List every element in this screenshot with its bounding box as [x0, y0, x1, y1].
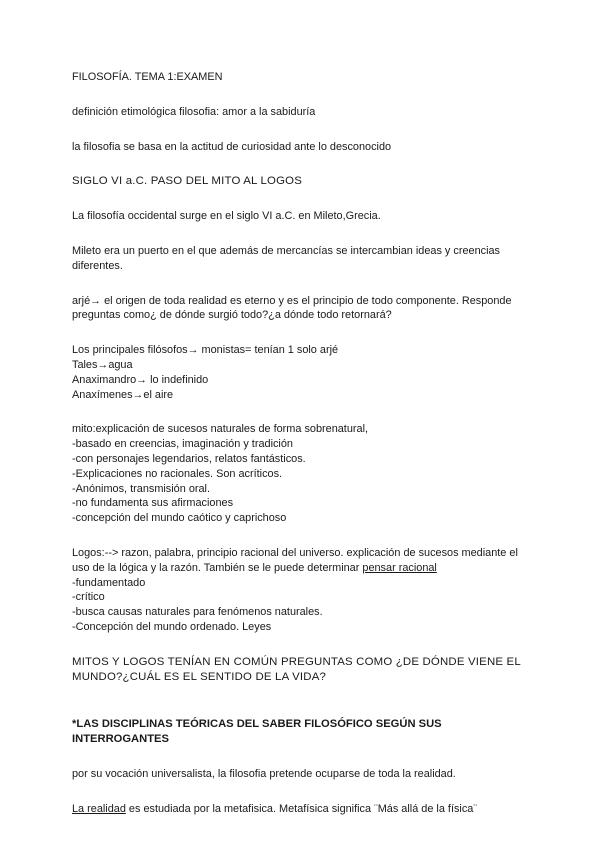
text-line: INTERROGANTES	[72, 733, 169, 746]
logos-list	[72, 546, 542, 635]
list-item: -con personajes legendarios, relatos fantásticos.	[72, 452, 306, 465]
text-line: Mileto era un puerto en el que además de mercancías se intercambian ideas y creencias	[72, 244, 500, 257]
philosophers-list	[72, 343, 542, 402]
text-span: uso de la lógica y la razón. También se le puede determinar	[72, 561, 363, 574]
disciplinas-heading	[72, 717, 542, 747]
list-item: -fundamentado	[72, 576, 146, 589]
text-line: *LAS DISCIPLINAS TEÓRICAS DEL SABER FILOSÓFICO SEGÚN SUS	[72, 718, 442, 731]
section-heading-siglo: SIGLO VI a.C. PASO DEL MITO AL LOGOS	[72, 175, 303, 188]
mito-list	[72, 422, 542, 526]
list-item: -Explicaciones no racionales. Son acríticos.	[72, 467, 283, 480]
list-item: Anaxímenes→el aire	[72, 388, 174, 401]
text-line: preguntas como¿ de dónde surgió todo?¿a dónde todo retornará?	[72, 309, 392, 322]
underlined-term: La realidad	[72, 802, 126, 815]
list-item: Anaximandro→ lo indefinido	[72, 373, 209, 386]
list-item: Tales→agua	[72, 358, 133, 371]
list-item: -Anónimos, transmisión oral.	[72, 482, 210, 495]
arje-paragraph	[72, 294, 542, 324]
realidad-paragraph	[72, 802, 542, 817]
text-line: Logos:--> razon, palabra, principio racional del universo. explicación de sucesos mediante el	[72, 546, 518, 559]
mitos-logos-heading	[72, 655, 542, 685]
vocacion-paragraph: por su vocación universalista, la filosofia pretende ocuparse de toda la realidad.	[72, 767, 456, 780]
list-item: Los principales filósofos→ monistas= tenían 1 solo arjé	[72, 344, 339, 357]
list-item: mito:explicación de sucesos naturales de forma sobrenatural,	[72, 423, 369, 436]
document-page	[72, 70, 542, 817]
curiosity-statement: la filosofia se basa en la actitud de curiosidad ante lo desconocido	[72, 140, 392, 153]
mileto-paragraph	[72, 244, 542, 274]
list-item: -basado en creencias, imaginación y tradición	[72, 438, 293, 451]
occidental-paragraph: La filosofía occidental surge en el siglo VI a.C. en Mileto,Grecia.	[72, 210, 381, 223]
text-line: diferentes.	[72, 259, 123, 272]
list-item: -no fundamenta sus afirmaciones	[72, 497, 234, 510]
underlined-term: pensar racional	[362, 561, 437, 574]
text-line: MITOS Y LOGOS TENÍAN EN COMÚN PREGUNTAS COMO ¿DE DÓNDE VIENE EL	[72, 655, 521, 668]
list-item: -crítico	[72, 591, 105, 604]
list-item: -busca causas naturales para fenómenos naturales.	[72, 606, 323, 619]
list-item: -Concepción del mundo ordenado. Leyes	[72, 620, 272, 633]
text-line	[72, 561, 542, 576]
text-span: es estudiada por la metafisica. Metafísica significa ¨Más allá de la física¨	[125, 802, 477, 815]
document-title: FILOSOFÍA. TEMA 1:EXAMEN	[72, 71, 223, 83]
text-line: MUNDO?¿CUÁL ES EL SENTIDO DE LA VIDA?	[72, 670, 327, 683]
list-item: -concepción del mundo caótico y caprichoso	[72, 512, 287, 525]
text-line: arjé→ el origen de toda realidad es eterno y es el principio de todo componente. Responde	[72, 294, 512, 307]
etymology-definition: definición etimológica filosofia: amor a la sabiduría	[72, 105, 316, 118]
